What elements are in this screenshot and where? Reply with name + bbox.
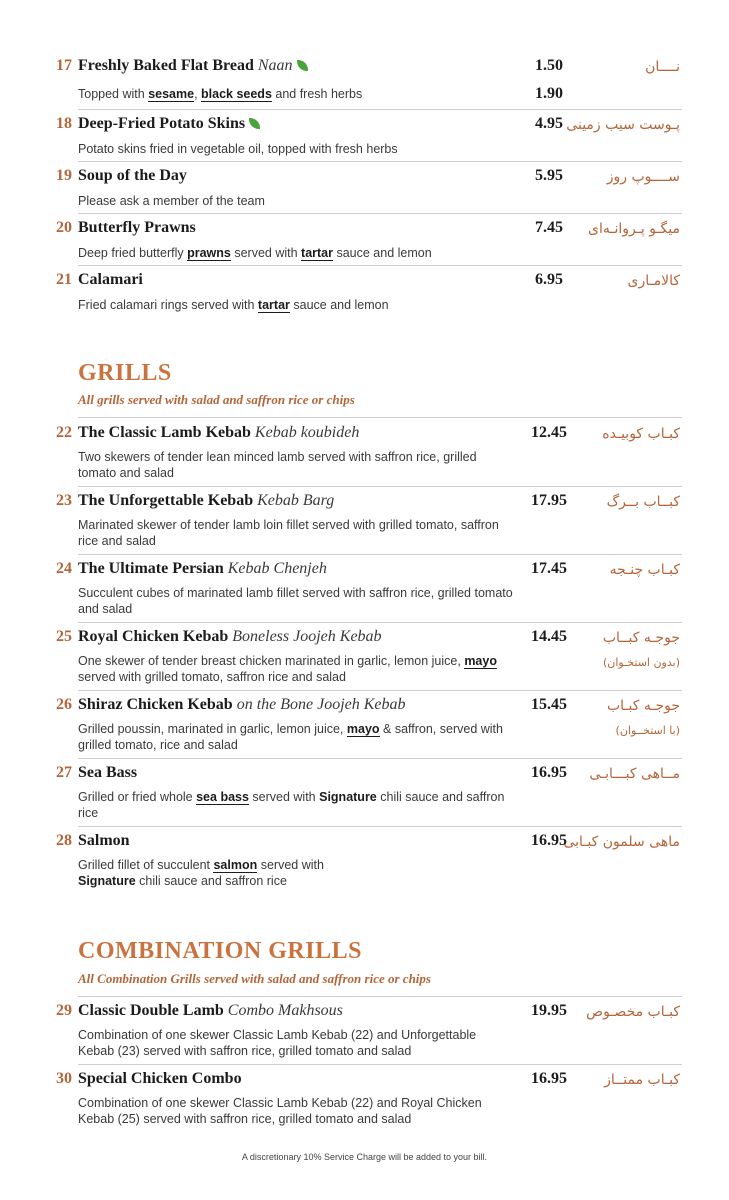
item-number: 26 bbox=[56, 696, 72, 713]
item-farsi-name: کبــاب بــرگ bbox=[606, 494, 680, 510]
menu-item-23 bbox=[48, 492, 680, 548]
item-number: 29 bbox=[56, 1002, 72, 1019]
description-text: & saffron, served with grilled tomato, rice and salad bbox=[78, 722, 503, 752]
item-name: Royal Chicken Kebab bbox=[78, 628, 229, 645]
description-text: One skewer of tender breast chicken marinated in garlic, lemon juice, bbox=[78, 654, 465, 668]
description-text: Grilled poussin, marinated in garlic, lemon juice, bbox=[78, 722, 347, 736]
description-text: Two skewers of tender lean minced lamb served with saffron rice, grilled tomato and salad bbox=[78, 450, 477, 480]
highlighted-ingredient: prawns bbox=[187, 246, 231, 260]
divider bbox=[78, 265, 682, 266]
item-farsi-name: ســــوپ روز bbox=[606, 169, 680, 185]
divider bbox=[78, 554, 682, 555]
item-farsi-name: کبـاب چنـجه bbox=[609, 562, 680, 578]
menu-item-24 bbox=[48, 560, 680, 616]
menu-item-27 bbox=[48, 764, 680, 820]
divider bbox=[78, 996, 682, 997]
item-farsi-name: کبـاب مخصـوص bbox=[586, 1004, 680, 1020]
item-number: 25 bbox=[56, 628, 72, 645]
item-number: 17 bbox=[56, 57, 72, 74]
item-price: 19.95 bbox=[531, 1002, 567, 1019]
item-name: Freshly Baked Flat Bread bbox=[78, 57, 254, 74]
section-note-grills: All grills served with salad and saffron rice or chips bbox=[78, 392, 355, 407]
item-title bbox=[78, 1002, 343, 1020]
item-description bbox=[78, 297, 518, 313]
item-description bbox=[78, 517, 518, 549]
item-description bbox=[78, 1095, 508, 1127]
item-farsi-name: مــاهی کبـــابـی bbox=[589, 766, 680, 782]
item-subtitle: Kebab Chenjeh bbox=[227, 560, 327, 577]
item-title: Butterfly Prawns bbox=[78, 219, 196, 236]
description-text: served with bbox=[248, 790, 320, 804]
highlighted-ingredient: sea bass bbox=[196, 790, 249, 804]
item-title: Sea Bass bbox=[78, 764, 138, 781]
highlighted-ingredient: black seeds bbox=[201, 87, 272, 101]
item-subtitle: Combo Makhsous bbox=[227, 1002, 343, 1019]
description-text: Combination of one skewer Classic Lamb Kebab (22) and Unforgettable Kebab (23) served with saffron rice, grilled tomato and salad bbox=[78, 1028, 477, 1058]
description-text: Marinated skewer of tender lamb loin fillet served with grilled tomato, saffron rice and salad bbox=[78, 518, 499, 548]
divider bbox=[78, 161, 682, 162]
section-title-grills: GRILLS bbox=[78, 360, 172, 386]
divider bbox=[78, 690, 682, 691]
divider bbox=[78, 826, 682, 827]
item-title: Calamari bbox=[78, 271, 143, 288]
item-price: 16.95 bbox=[531, 832, 567, 849]
item-subtitle: Naan bbox=[257, 57, 293, 74]
menu-item-26 bbox=[48, 696, 680, 752]
menu-item-20 bbox=[48, 219, 680, 260]
service-charge-note: A discretionary 10% Service Charge will be added to your bill. bbox=[241, 1152, 488, 1162]
highlighted-ingredient: salmon bbox=[213, 858, 258, 872]
description-text: Grilled or fried whole bbox=[78, 790, 197, 804]
item-name: Shiraz Chicken Kebab bbox=[78, 696, 233, 713]
item-number: 19 bbox=[56, 167, 72, 184]
item-name: The Unforgettable Kebab bbox=[78, 492, 254, 509]
menu-item-18 bbox=[48, 115, 680, 156]
item-description bbox=[78, 857, 378, 889]
item-name: Deep-Fried Potato Skins bbox=[78, 115, 246, 132]
item-price: 17.95 bbox=[531, 492, 567, 509]
description-text: sauce and lemon bbox=[289, 298, 389, 312]
item-price-alt: 1.90 bbox=[535, 85, 563, 102]
section-title-combination-grills: COMBINATION GRILLS bbox=[78, 938, 362, 964]
item-description bbox=[78, 721, 518, 753]
highlighted-ingredient: sesame bbox=[148, 87, 195, 101]
item-farsi-name: کالامـاری bbox=[627, 273, 680, 289]
item-farsi-name: میگـو پـروانـه‌ای bbox=[588, 221, 680, 237]
description-text: Fried calamari rings served with bbox=[78, 298, 258, 312]
divider bbox=[78, 758, 682, 759]
menu-item-25 bbox=[48, 628, 680, 684]
item-farsi-name: ماهی سلمون کبـابی bbox=[563, 834, 680, 850]
description-text: chili sauce and saffron rice bbox=[135, 874, 287, 888]
item-price: 5.95 bbox=[535, 167, 563, 184]
item-number: 23 bbox=[56, 492, 72, 509]
item-farsi-note: (با استخــوان) bbox=[615, 724, 680, 737]
item-number: 20 bbox=[56, 219, 72, 236]
item-price: 15.45 bbox=[531, 696, 567, 713]
vegetarian-leaf-icon bbox=[297, 60, 308, 71]
description-text: Grilled fillet of succulent bbox=[78, 858, 214, 872]
item-price: 16.95 bbox=[531, 1070, 567, 1087]
item-subtitle: Boneless Joojeh Kebab bbox=[232, 628, 382, 645]
menu-item-29 bbox=[48, 1002, 680, 1058]
menu-item-28 bbox=[48, 832, 680, 888]
description-text: Potato skins fried in vegetable oil, topped with fresh herbs bbox=[78, 142, 398, 156]
item-subtitle: on the Bone Joojeh Kebab bbox=[236, 696, 406, 713]
item-number: 28 bbox=[56, 832, 72, 849]
menu-item-17 bbox=[48, 57, 680, 102]
item-number: 22 bbox=[56, 424, 72, 441]
highlighted-ingredient: mayo bbox=[346, 722, 380, 736]
item-title bbox=[78, 696, 406, 714]
divider bbox=[78, 417, 682, 418]
signature-label: Signature bbox=[78, 874, 136, 888]
item-description bbox=[78, 193, 518, 209]
description-text: served with bbox=[230, 246, 302, 260]
item-price: 14.45 bbox=[531, 628, 567, 645]
menu-item-21 bbox=[48, 271, 680, 312]
highlighted-ingredient: mayo bbox=[464, 654, 497, 668]
item-description bbox=[78, 1027, 508, 1059]
divider bbox=[78, 486, 682, 487]
item-price: 4.95 bbox=[535, 115, 563, 132]
item-description bbox=[78, 245, 518, 261]
item-farsi-name: جوجـه کبـاب bbox=[606, 698, 680, 714]
description-text: and fresh herbs bbox=[271, 87, 363, 101]
divider bbox=[78, 1064, 682, 1065]
item-subtitle: Kebab koubideh bbox=[254, 424, 360, 441]
item-subtitle: Kebab Barg bbox=[257, 492, 335, 509]
menu-item-19 bbox=[48, 167, 680, 208]
item-title bbox=[78, 492, 334, 510]
item-title: Special Chicken Combo bbox=[78, 1070, 242, 1087]
description-text: Deep fried butterfly bbox=[78, 246, 188, 260]
item-number: 18 bbox=[56, 115, 72, 132]
item-description bbox=[78, 141, 518, 157]
item-title bbox=[78, 115, 260, 133]
item-description bbox=[78, 86, 518, 102]
description-text: Combination of one skewer Classic Lamb Kebab (22) and Royal Chicken Kebab (25) served with saffron rice, grilled tomato and salad bbox=[78, 1096, 482, 1126]
item-price: 7.45 bbox=[535, 219, 563, 236]
menu-item-22 bbox=[48, 424, 680, 480]
item-name: The Classic Lamb Kebab bbox=[78, 424, 251, 441]
item-title: Soup of the Day bbox=[78, 167, 187, 184]
item-price: 17.45 bbox=[531, 560, 567, 577]
item-title: Salmon bbox=[78, 832, 130, 849]
divider bbox=[78, 109, 682, 110]
item-farsi-name: کبـاب کوبیـده bbox=[602, 426, 680, 442]
item-number: 30 bbox=[56, 1070, 72, 1087]
item-number: 21 bbox=[56, 271, 72, 288]
item-title bbox=[78, 57, 308, 75]
item-description bbox=[78, 585, 518, 617]
description-text: chili sauce and saffron rice bbox=[78, 790, 505, 820]
description-text: , bbox=[194, 87, 202, 101]
item-price: 12.45 bbox=[531, 424, 567, 441]
divider bbox=[78, 213, 682, 214]
item-farsi-name: جوجـه کبــاب bbox=[602, 630, 680, 646]
item-farsi-name: کبـاب ممتــاز bbox=[604, 1072, 680, 1088]
item-name: Classic Double Lamb bbox=[78, 1002, 224, 1019]
description-text: Please ask a member of the team bbox=[78, 194, 265, 208]
description-text: sauce and lemon bbox=[333, 246, 432, 260]
item-price: 6.95 bbox=[535, 271, 563, 288]
item-farsi-name: نــــان bbox=[645, 59, 680, 75]
item-description bbox=[78, 789, 518, 821]
section-note-combination-grills: All Combination Grills served with salad and saffron rice or chips bbox=[78, 971, 431, 986]
highlighted-ingredient: tartar bbox=[301, 246, 333, 260]
highlighted-ingredient: tartar bbox=[257, 298, 290, 312]
signature-label: Signature bbox=[319, 790, 377, 804]
divider bbox=[78, 622, 682, 623]
item-farsi-name: پـوست سیب زمینی bbox=[566, 117, 680, 133]
item-price: 1.50 bbox=[535, 57, 563, 74]
item-description bbox=[78, 449, 518, 481]
item-title bbox=[78, 560, 327, 578]
item-title bbox=[78, 628, 382, 646]
description-text: Topped with bbox=[78, 87, 149, 101]
description-text: served with grilled tomato, saffron rice and salad bbox=[78, 670, 346, 684]
item-price: 16.95 bbox=[531, 764, 567, 781]
description-text: Succulent cubes of marinated lamb fillet served with saffron rice, grilled tomato and salad bbox=[78, 586, 513, 616]
item-name: The Ultimate Persian bbox=[78, 560, 224, 577]
menu-item-30 bbox=[48, 1070, 680, 1126]
vegetarian-leaf-icon bbox=[249, 118, 260, 129]
description-text: served with bbox=[257, 858, 324, 872]
item-number: 27 bbox=[56, 764, 72, 781]
item-description bbox=[78, 653, 518, 685]
item-farsi-note: (بدون استخـوان) bbox=[602, 656, 680, 669]
item-title bbox=[78, 424, 359, 442]
item-number: 24 bbox=[56, 560, 72, 577]
